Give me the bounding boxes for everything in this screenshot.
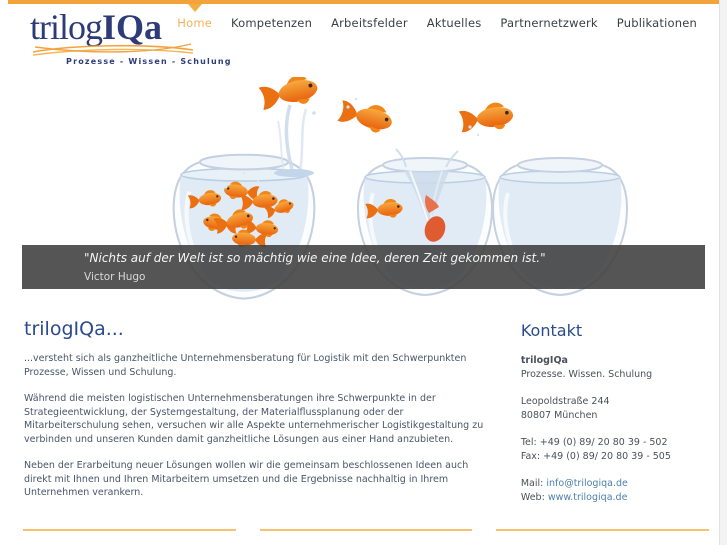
mail-label: Mail: bbox=[520, 478, 544, 489]
quote-text: "Nichts auf der Welt ist so mächtig wie eine Idee, deren Zeit gekommen ist." bbox=[84, 251, 546, 265]
footer-rule bbox=[496, 529, 709, 531]
logo-part1: trilog bbox=[30, 7, 102, 47]
website-link[interactable]: www.trilogiqa.de bbox=[547, 492, 628, 503]
nav-item-home[interactable] bbox=[177, 16, 212, 30]
scrollbar[interactable] bbox=[719, 0, 727, 545]
nav-item-label: Home bbox=[177, 16, 212, 30]
contact-heading: Kontakt bbox=[520, 321, 583, 340]
fax-label: Fax: bbox=[520, 451, 541, 462]
nav-item-label: Partnernetzwerk bbox=[500, 16, 598, 30]
intro-paragraph: ...versteht sich als ganzheitliche Unternehmensberatung für Logistik mit den Schwerpunkten Prozesse, Wissen und Schulung. bbox=[24, 353, 467, 378]
tel-value: +49 (0) 89/ 20 80 39 - 502 bbox=[539, 437, 668, 448]
footer-rule bbox=[260, 529, 473, 531]
contact-street: Leopoldstraße 244 bbox=[520, 396, 610, 407]
footer-column-rules bbox=[23, 529, 709, 531]
contact-sidebar bbox=[521, 305, 705, 518]
footer-rule bbox=[23, 529, 236, 531]
email-link[interactable]: info@trilogiqa.de bbox=[546, 478, 628, 489]
nav-item-kompetenzen[interactable] bbox=[231, 16, 312, 30]
hero-section bbox=[22, 77, 705, 305]
contact-web-row bbox=[521, 491, 705, 505]
nav-item-label: Publikationen bbox=[616, 16, 697, 30]
nav-item-label: Kompetenzen bbox=[231, 16, 313, 30]
main-navigation bbox=[177, 16, 697, 30]
contact-fax bbox=[521, 450, 705, 464]
contact-city: 80807 München bbox=[520, 410, 598, 421]
nav-item-publikationen[interactable] bbox=[617, 16, 697, 30]
nav-item-aktuelles[interactable] bbox=[427, 16, 482, 30]
fax-value: +49 (0) 89/ 20 80 39 - 505 bbox=[543, 451, 671, 462]
nav-item-partnernetzwerk[interactable] bbox=[500, 16, 597, 30]
contact-slogan: Prozesse. Wissen. Schulung bbox=[520, 369, 653, 380]
header bbox=[8, 4, 719, 77]
contact-company: trilogIQa bbox=[520, 355, 568, 366]
body-paragraph: Neben der Erarbeitung neuer Lösungen wollen wir die gemeinsam beschlossenen Ideen auch direkt mit Ihnen und Ihren Mitarbeitern umsetzen und die Ergebnisse nachhaltig in Ihrem Unternehmen verankern. bbox=[24, 460, 469, 498]
nav-item-label: Arbeitsfelder bbox=[331, 16, 408, 30]
nav-item-arbeitsfelder[interactable] bbox=[331, 16, 408, 30]
contact-mail-row bbox=[521, 477, 705, 491]
quote-banner bbox=[22, 245, 705, 289]
web-label: Web: bbox=[520, 492, 545, 503]
logo-part2: IQa bbox=[102, 7, 163, 47]
quote-author: Victor Hugo bbox=[84, 271, 146, 283]
main-column bbox=[22, 305, 488, 518]
body-paragraph: Während die meisten logistischen Unternehmensberatungen ihre Schwerpunkte in der Strategieentwicklung, der Systemgestaltung, der Materialflussplanung oder der Mitarbeiterschulung sehen, versuchen wir alle Aspekte unternehmerischer Logistikgestaltung zu verbinden und unseren Kunden damit ganzheitliche Lösungen aus einer Hand anzubieten. bbox=[24, 393, 484, 445]
content-area bbox=[22, 305, 705, 518]
page-title: trilogIQa... bbox=[24, 318, 124, 340]
nav-item-label: Aktuelles bbox=[426, 16, 482, 30]
nav-active-arrow-icon bbox=[188, 4, 202, 12]
tel-label: Tel: bbox=[520, 437, 537, 448]
contact-tel bbox=[521, 436, 705, 450]
logo-tagline: Prozesse - Wissen - Schulung bbox=[66, 57, 232, 66]
